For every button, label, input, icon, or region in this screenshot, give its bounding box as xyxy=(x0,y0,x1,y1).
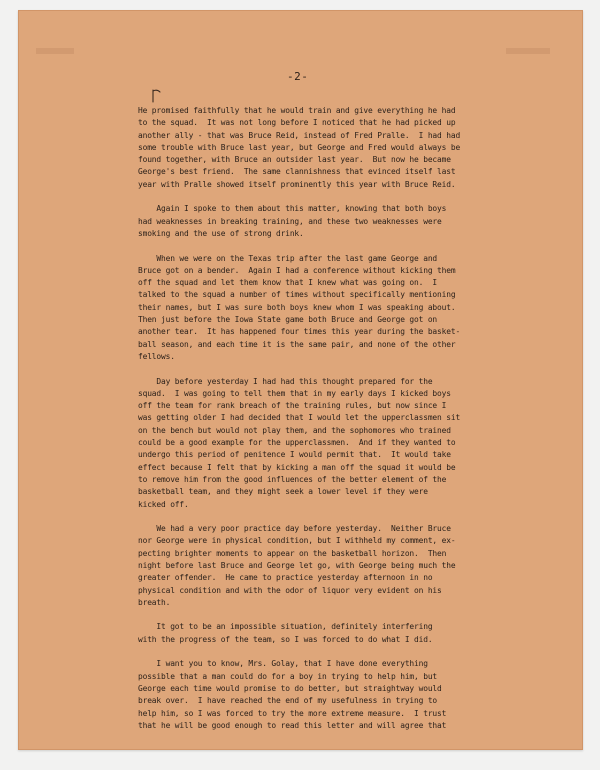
handwritten-check-mark-icon xyxy=(150,88,166,104)
paragraph: Again I spoke to them about this matter, knowing that both boys had weaknesses in breaking training, and these two weaknesses were smoking and the use of strong drink. xyxy=(138,204,447,238)
paragraph: We had a very poor practice day before yesterday. Neither Bruce nor George were in physical condition, but I withheld my comment, ex- pecting brighter moments to appear on the basketball horizon. Then night before last Bruce and George let go, with George being much the greater offender. He came to practice yesterday afternoon in no physical condition and with the odor of liquor very evident on his breath. xyxy=(138,524,456,607)
letter-body xyxy=(138,105,523,732)
faint-bleed-mark-left xyxy=(36,48,74,54)
paragraph: I want you to know, Mrs. Golay, that I have done everything possible that a man could do for a boy in trying to help him, but George each time would promise to do better, but straightway would break over. I have reached the end of my usefulness in trying to help him, so I was forced to try the more extreme measure. I trust that he will be good enough to read this letter and will agree that xyxy=(138,659,447,730)
paragraph: Day before yesterday I had had this thought prepared for the squad. I was going to tell them that in my early days I kicked boys off the team for rank breach of the training rules, but now since I was getting older I had decided that I would let the upperclassmen sit on the bench but would not play them, and the sophomores who trained could be a good example for the upperclassmen. And if they wanted to undergo this period of penitence I would permit that. It would take effect because I felt that by kicking a man off the squad it would be to remove him from the good influences of the better element of the basketball team, and they might seek a lower level if they were kicked off. xyxy=(138,376,461,509)
paragraph: He promised faithfully that he would train and give everything he had to the squad. It was not long before I noticed that he had picked up another ally - that was Bruce Reid, instead of Fred Pralle. I had had some trouble with Bruce last year, but George and Fred would always be found together, with Bruce an outsider last year. But now he became George's best friend. The same clannishness that evinced itself last year with Pralle showed itself prominently this year with Bruce Reid. xyxy=(138,106,461,189)
paragraph: It got to be an impossible situation, definitely interfering with the progress of the team, so I was forced to do what I did. xyxy=(138,622,433,644)
paragraph: When we were on the Texas trip after the last game George and Bruce got on a bender. Again I had a conference without kicking them off the squad and let them know that I knew what was going on. I talked to the squad a number of times without specifically mentioning their names, but I was sure both boys knew whom I was speaking about. Then just before the Iowa State game both Bruce and George got on another tear. It has happened four times this year during the basket- ball season, and each time it is the same pair, and none of the other fellows. xyxy=(138,253,461,361)
page-number: -2- xyxy=(287,70,309,83)
faint-bleed-mark-right xyxy=(506,48,550,54)
